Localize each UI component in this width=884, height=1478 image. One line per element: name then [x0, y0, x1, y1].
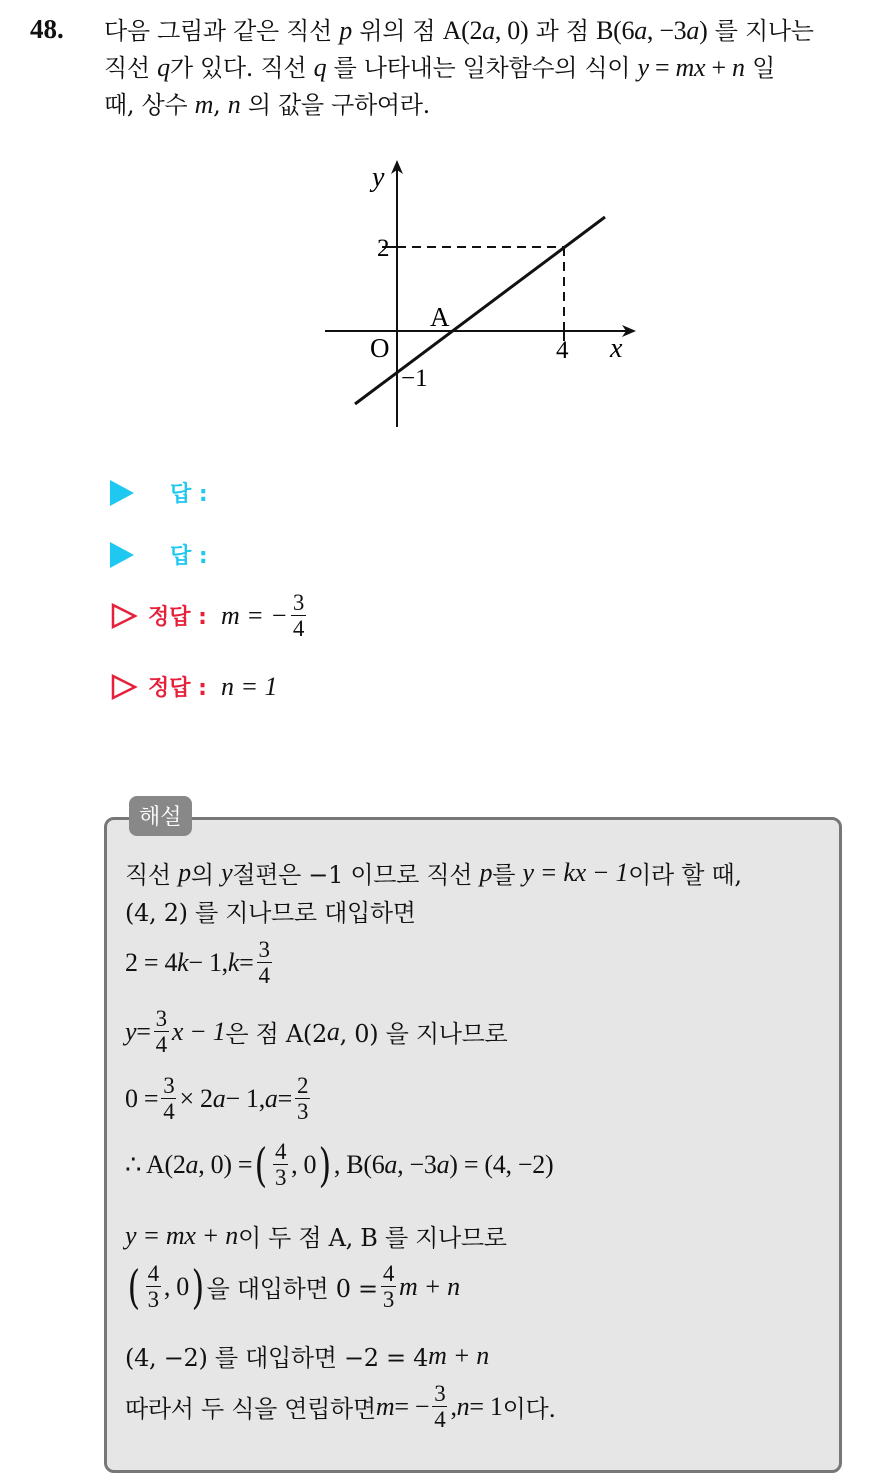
math: 0 = — [125, 1083, 159, 1113]
answer-label: 답 : — [170, 482, 208, 507]
right-paren: ) — [318, 1137, 332, 1192]
intercept-label: −1 — [401, 365, 428, 392]
solution-line-1 — [125, 855, 742, 890]
fraction — [291, 590, 307, 641]
answer-label: 답 : — [170, 544, 208, 569]
solution-line-4 — [125, 1006, 507, 1057]
math-var: y — [637, 53, 649, 82]
solution-line-5 — [125, 1073, 313, 1124]
text: 다음 그림과 같은 직선 — [104, 17, 340, 45]
math-var: p — [178, 857, 191, 887]
math: = — [239, 947, 254, 977]
math: , −3 — [397, 1149, 437, 1179]
math: A(2 — [442, 16, 483, 45]
solution-line-3 — [125, 937, 275, 988]
math: , 0) = — [198, 1149, 253, 1179]
math-var: a — [326, 1016, 340, 1046]
math: m + n — [428, 1340, 489, 1370]
text: 절편은 −1 이므로 직선 — [232, 861, 473, 889]
fraction — [381, 1261, 396, 1312]
numerator: 3 — [292, 590, 305, 615]
denominator: 3 — [296, 1099, 309, 1124]
denominator: 4 — [292, 616, 305, 641]
math: ) — [699, 16, 708, 45]
math: = — [648, 53, 676, 82]
math: = 1 — [469, 1391, 503, 1421]
math: − 1, — [225, 1083, 265, 1113]
denominator: 3 — [274, 1165, 287, 1190]
text: , — [213, 91, 228, 119]
math-var: a — [212, 1083, 226, 1113]
solution-line-8 — [125, 1261, 460, 1312]
math: n = 1 — [220, 671, 278, 701]
text: 의 값을 구하여라. — [240, 91, 431, 119]
correct-answer-1 — [110, 590, 309, 641]
numerator: 3 — [434, 1381, 446, 1406]
text: (4, −2) 를 대입하면 −2 = 4 — [125, 1344, 429, 1372]
math-var: n — [227, 90, 241, 119]
math-var: mx — [675, 53, 706, 82]
math: , — [450, 1391, 457, 1421]
math-var: p — [479, 857, 493, 887]
fraction — [257, 937, 272, 988]
solution-line-7 — [125, 1218, 507, 1253]
text: 일 — [744, 54, 775, 82]
correct-answer-label: 정답 : — [148, 676, 207, 701]
y-tick-label: 2 — [377, 235, 390, 262]
math-var: k — [177, 947, 189, 977]
text: 이라 할 때, — [628, 861, 742, 889]
text: 따라서 두 식을 연립하면 — [125, 1395, 376, 1423]
fraction — [154, 1006, 169, 1057]
answer-blank-2 — [110, 539, 208, 570]
math: + — [705, 53, 733, 82]
math: × 2 — [179, 1083, 213, 1113]
solution-line-6 — [125, 1139, 553, 1190]
text: 은 점 A(2 — [225, 1020, 327, 1048]
fraction — [295, 1073, 310, 1124]
left-paren: ( — [254, 1137, 268, 1192]
right-paren: ) — [191, 1259, 204, 1314]
text: 과 점 — [528, 17, 597, 45]
math-var: a — [185, 1149, 199, 1179]
question-line-1 — [104, 14, 814, 48]
math-var: m — [375, 1391, 395, 1421]
denominator: 4 — [155, 1032, 167, 1057]
math: y = mx + n — [125, 1220, 238, 1250]
math: y = kx − 1 — [522, 857, 629, 887]
numerator: 2 — [296, 1073, 309, 1098]
math-var: y — [221, 857, 233, 887]
line-q — [355, 217, 605, 404]
numerator: 3 — [163, 1073, 175, 1098]
math-var: a — [436, 1149, 450, 1179]
denominator: 4 — [258, 963, 270, 988]
math: m + n — [399, 1271, 460, 1301]
math: , −3 — [646, 16, 687, 45]
question-number: 48. — [30, 14, 64, 44]
math: − 1, — [188, 947, 228, 977]
math-var: n — [732, 53, 745, 82]
math-var: n — [456, 1391, 470, 1421]
play-triangle-icon — [110, 542, 134, 568]
text: , 0) 을 지나므로 — [339, 1020, 508, 1048]
outline-triangle-icon — [110, 673, 138, 701]
math: , B(6 — [333, 1149, 385, 1179]
outline-triangle-icon — [110, 602, 138, 630]
left-paren: ( — [127, 1259, 141, 1314]
text: 을 대입하면 0 = — [206, 1275, 378, 1303]
math: , 0) — [494, 16, 529, 45]
numerator: 4 — [147, 1261, 159, 1286]
numerator: 4 — [382, 1261, 395, 1286]
solution-line-10 — [125, 1381, 556, 1432]
denominator: 4 — [163, 1099, 175, 1124]
coordinate-graph — [300, 150, 660, 440]
math-var: a — [384, 1149, 398, 1179]
fraction — [161, 1073, 176, 1124]
math-var: y — [125, 1016, 137, 1046]
answer-blank-1 — [110, 477, 208, 508]
math-var: a — [482, 16, 495, 45]
math: B(6 — [596, 16, 635, 45]
solution-line-2: (4, 2) 를 지나므로 대입하면 — [125, 899, 416, 927]
math-var: q — [313, 53, 327, 82]
correct-answer-label: 정답 : — [148, 605, 207, 630]
math: = − — [394, 1391, 430, 1421]
question-line-3 — [104, 88, 430, 122]
math: , 0 — [163, 1271, 189, 1301]
fraction — [432, 1381, 447, 1432]
math: x − 1 — [171, 1016, 226, 1046]
numerator: 3 — [258, 937, 270, 962]
text: 가 있다. 직선 — [169, 54, 314, 82]
math-var: a — [686, 16, 700, 45]
x-axis-label: x — [610, 333, 623, 364]
denominator: 3 — [382, 1287, 395, 1312]
text: 직선 — [104, 54, 158, 82]
fraction — [146, 1261, 161, 1312]
numerator: 3 — [155, 1006, 167, 1031]
text: 이 두 점 A, B 를 지나므로 — [237, 1224, 507, 1252]
math-var: q — [157, 53, 170, 82]
y-axis-label: y — [372, 162, 385, 193]
text: 위의 점 — [351, 17, 443, 45]
text: 직선 — [125, 861, 171, 889]
question-line-2 — [104, 51, 775, 85]
math-var: a — [634, 16, 647, 45]
numerator: 4 — [274, 1139, 287, 1164]
text: 이다. — [502, 1395, 556, 1423]
text: 를 — [492, 861, 516, 889]
math: , 0 — [291, 1149, 317, 1179]
play-triangle-icon — [110, 480, 134, 506]
text: 를 나타내는 일차함수의 식이 — [326, 54, 638, 82]
math: = — [277, 1083, 292, 1113]
correct-answer-2 — [110, 671, 278, 702]
math: = — [136, 1016, 151, 1046]
math: m = − — [220, 600, 288, 630]
text: 의 — [190, 861, 214, 889]
text: 를 지나는 — [707, 17, 814, 45]
math-var: a — [264, 1083, 278, 1113]
solution-line-9 — [125, 1338, 489, 1373]
math: ) = (4, −2) — [449, 1149, 554, 1179]
origin-label: O — [370, 333, 390, 363]
math-var: p — [339, 16, 352, 45]
denominator: 4 — [434, 1407, 446, 1432]
solution-tag: 해설 — [129, 796, 192, 836]
denominator: 3 — [147, 1287, 159, 1312]
math: 2 = 4 — [125, 947, 178, 977]
math: ∴ A(2 — [125, 1149, 186, 1179]
x-tick-label: 4 — [556, 337, 569, 364]
point-a-label: A — [430, 302, 450, 332]
math-var: k — [227, 947, 240, 977]
fraction — [273, 1139, 288, 1190]
text: 때, 상수 — [104, 91, 195, 119]
math-var: m — [194, 90, 214, 119]
